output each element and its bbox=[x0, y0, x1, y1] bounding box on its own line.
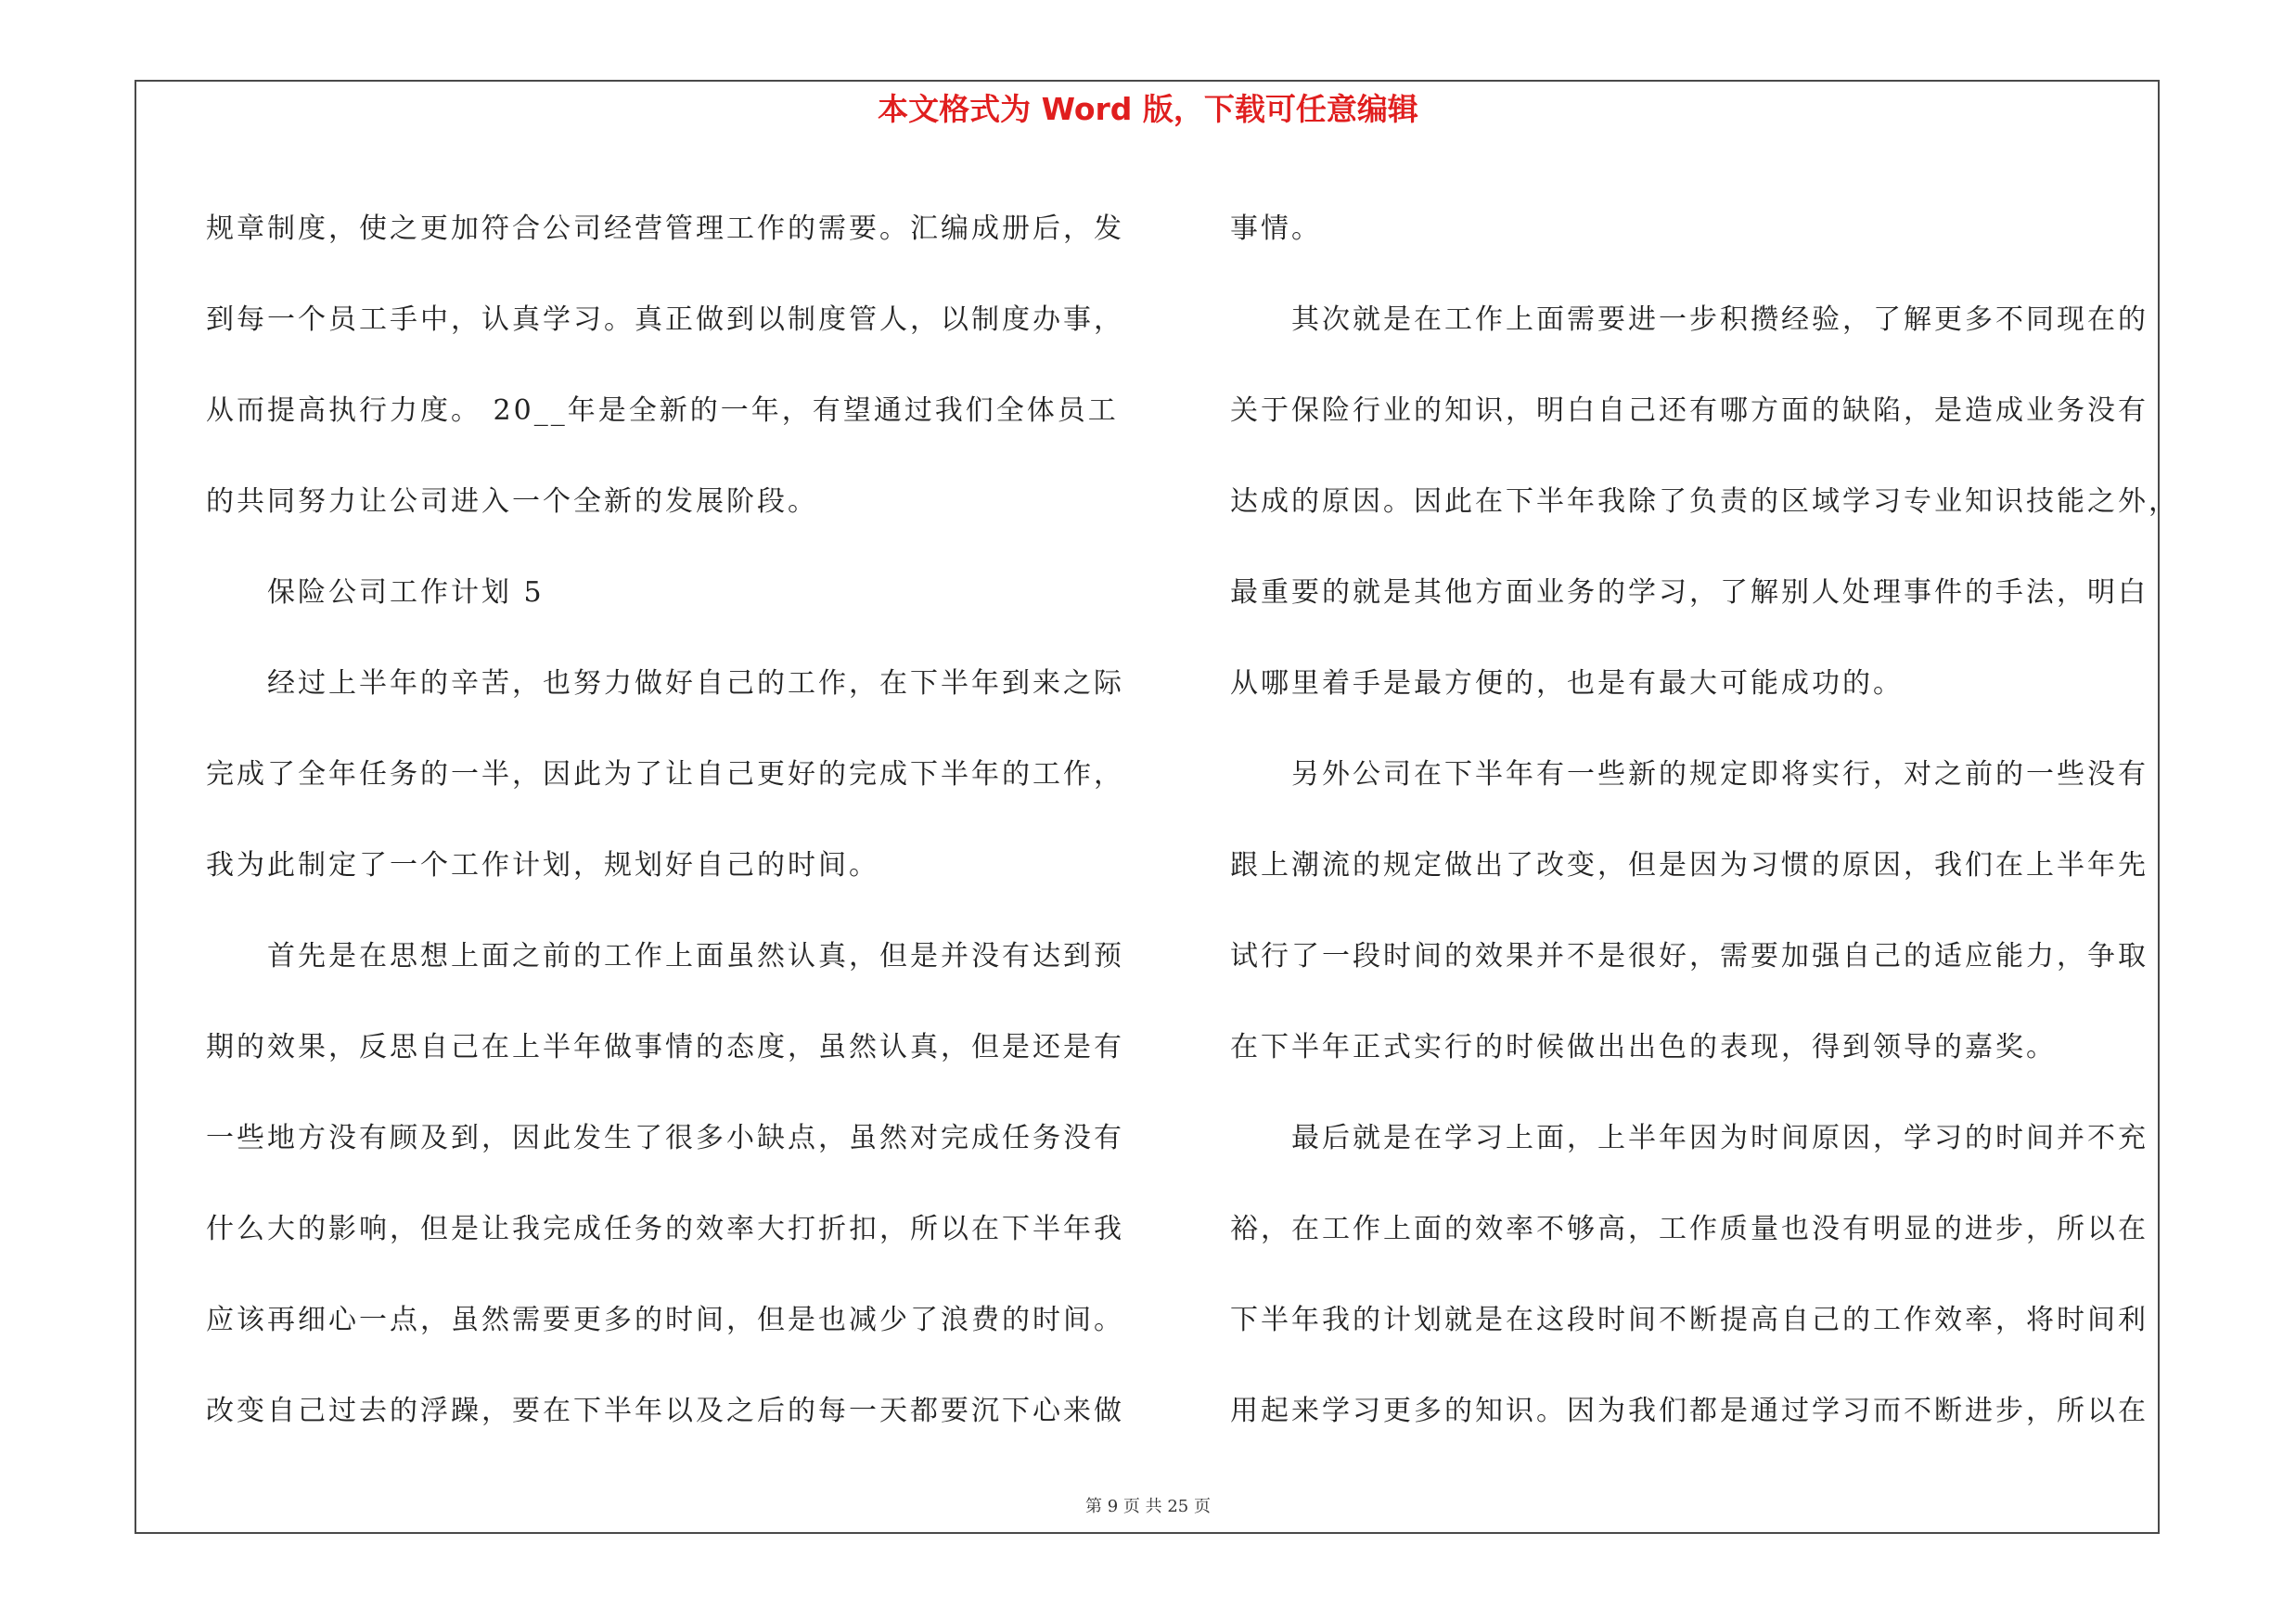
text-line: 什么大的影响，但是让我完成任务的效率大打折扣，所以在下半年我 bbox=[206, 1213, 1124, 1245]
text-line: 改变自己过去的浮躁，要在下半年以及之后的每一天都要沉下心来做 bbox=[206, 1395, 1124, 1427]
text-line: 最后就是在学习上面，上半年因为时间原因，学习的时间并不充 bbox=[1291, 1122, 2148, 1154]
text-line: 首先是在思想上面之前的工作上面虽然认真，但是并没有达到预 bbox=[267, 940, 1124, 973]
text-line: 达成的原因。因此在下半年我除了负责的区域学习专业知识技能之外， bbox=[1230, 485, 2179, 518]
text-line: 期的效果，反思自己在上半年做事情的态度，虽然认真，但是还是有 bbox=[206, 1031, 1124, 1063]
text-line: 经过上半年的辛苦，也努力做好自己的工作，在下半年到来之际 bbox=[267, 667, 1124, 700]
text-line: 在下半年正式实行的时候做出出色的表现，得到领导的嘉奖。 bbox=[1230, 1031, 2057, 1063]
text-line: 跟上潮流的规定做出了改变，但是因为习惯的原因，我们在上半年先 bbox=[1230, 849, 2148, 882]
text-line: 用起来学习更多的知识。因为我们都是通过学习而不断进步，所以在 bbox=[1230, 1395, 2148, 1427]
text-line: 应该再细心一点，虽然需要更多的时间，但是也减少了浪费的时间。 bbox=[206, 1304, 1124, 1336]
text-line: 试行了一段时间的效果并不是很好，需要加强自己的适应能力，争取 bbox=[1230, 940, 2148, 973]
text-line: 保险公司工作计划 5 bbox=[267, 576, 545, 609]
text-line: 到每一个员工手中，认真学习。真正做到以制度管人，以制度办事， bbox=[206, 303, 1124, 336]
text-line: 下半年我的计划就是在这段时间不断提高自己的工作效率，将时间利 bbox=[1230, 1304, 2148, 1336]
text-line: 另外公司在下半年有一些新的规定即将实行，对之前的一些没有 bbox=[1291, 758, 2148, 791]
text-line: 关于保险行业的知识，明白自己还有哪方面的缺陷，是造成业务没有 bbox=[1230, 394, 2148, 427]
text-line: 最重要的就是其他方面业务的学习，了解别人处理事件的手法，明白 bbox=[1230, 576, 2148, 609]
page-number-footer: 第 9 页 共 25 页 bbox=[1085, 1497, 1211, 1516]
left-text-column bbox=[206, 184, 1134, 1457]
text-line: 我为此制定了一个工作计划，规划好自己的时间。 bbox=[206, 849, 879, 882]
right-text-column bbox=[1230, 184, 2179, 1457]
text-line: 一些地方没有顾及到，因此发生了很多小缺点，虽然对完成任务没有 bbox=[206, 1122, 1124, 1154]
text-line: 事情。 bbox=[1230, 213, 1322, 245]
text-line: 从而提高执行力度。 20__年是全新的一年，有望通过我们全体员工 bbox=[206, 394, 1119, 427]
text-line: 裕，在工作上面的效率不够高，工作质量也没有明显的进步，所以在 bbox=[1230, 1213, 2148, 1245]
word-format-banner: 本文格式为 Word 版，下载可任意编辑 bbox=[878, 91, 1418, 127]
text-line: 的共同努力让公司进入一个全新的发展阶段。 bbox=[206, 485, 818, 518]
text-line: 从哪里着手是最方便的，也是有最大可能成功的。 bbox=[1230, 667, 1904, 700]
text-line: 规章制度，使之更加符合公司经营管理工作的需要。汇编成册后，发 bbox=[206, 213, 1124, 245]
text-line: 其次就是在工作上面需要进一步积攒经验，了解更多不同现在的 bbox=[1291, 303, 2148, 336]
text-line: 完成了全年任务的一半，因此为了让自己更好的完成下半年的工作， bbox=[206, 758, 1124, 791]
